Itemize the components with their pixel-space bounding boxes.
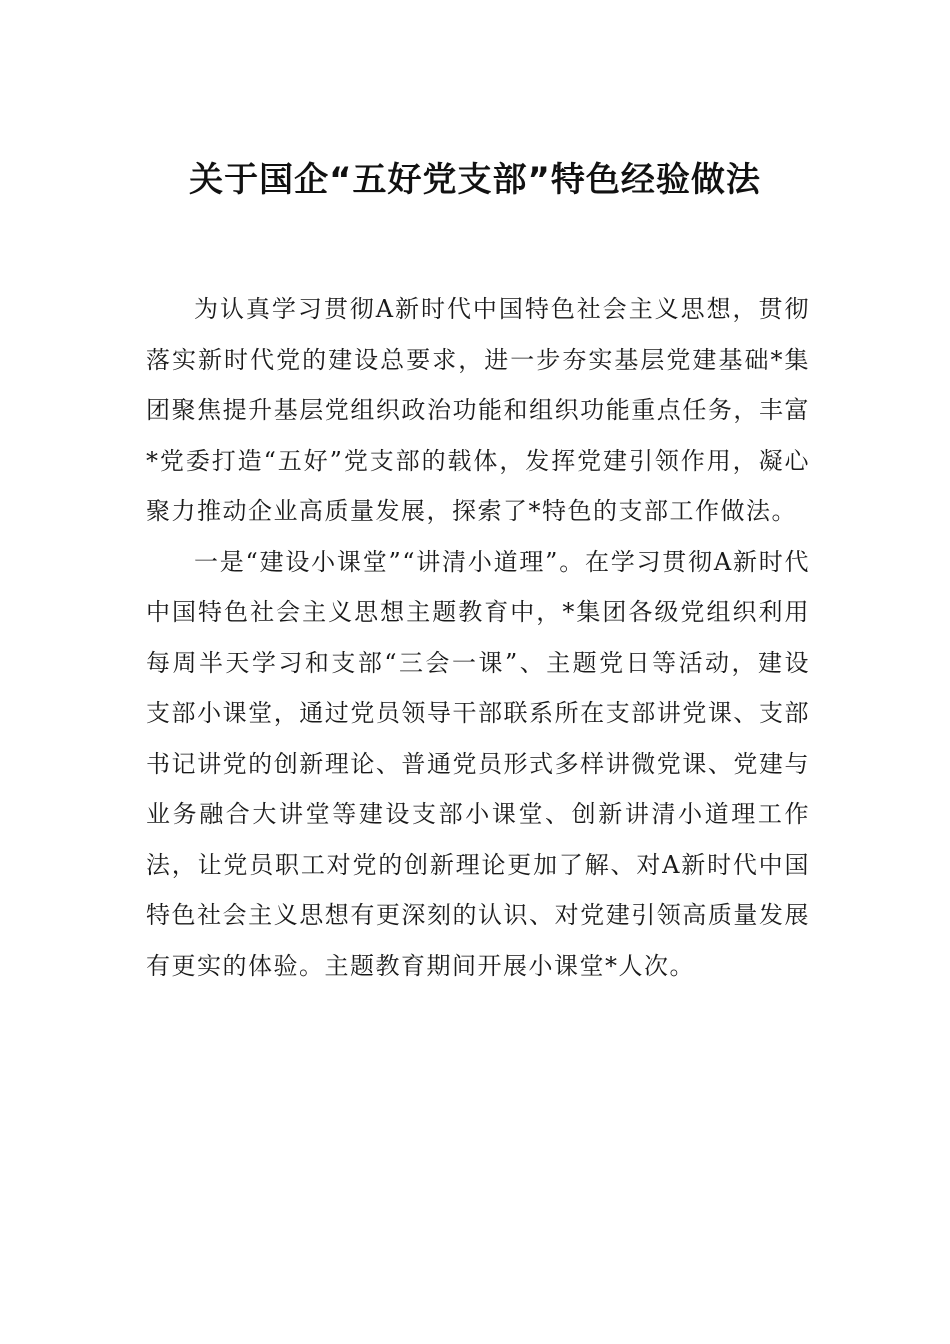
document-title: 关于国企“五好党支部”特色经验做法 <box>189 160 761 200</box>
paragraph-point-one: 一是“建设小课堂”“讲清小道理”。在学习贯彻A新时代中国特色社会主义思想主题教育中，*集团各级党组织利用每周半天学习和支部“三会一课”、主题党日等活动，建设支部小课堂，通过党员领导干部联系所在支部讲党课、支部书记讲党的创新理论、普通党员形式多样讲微党课、党建与业务融合大讲堂等建设支部小课堂、创新讲清小道理工作法，让党员职工对党的创新理论更加了解、对A新时代中国特色社会主义思想有更深刻的认识、对党建引领高质量发展有更实的体验。主题教育期间开展小课堂*人次。 <box>146 547 810 980</box>
paragraph-intro: 为认真学习贯彻A新时代中国特色社会主义思想，贯彻落实新时代党的建设总要求，进一步夯实基层党建基础*集团聚焦提升基层党组织政治功能和组织功能重点任务，丰富*党委打造“五好”党支部的载体，发挥党建引领作用，凝心聚力推动企业高质量发展，探索了*特色的支部工作做法。 <box>146 295 810 525</box>
document-body <box>146 284 810 991</box>
